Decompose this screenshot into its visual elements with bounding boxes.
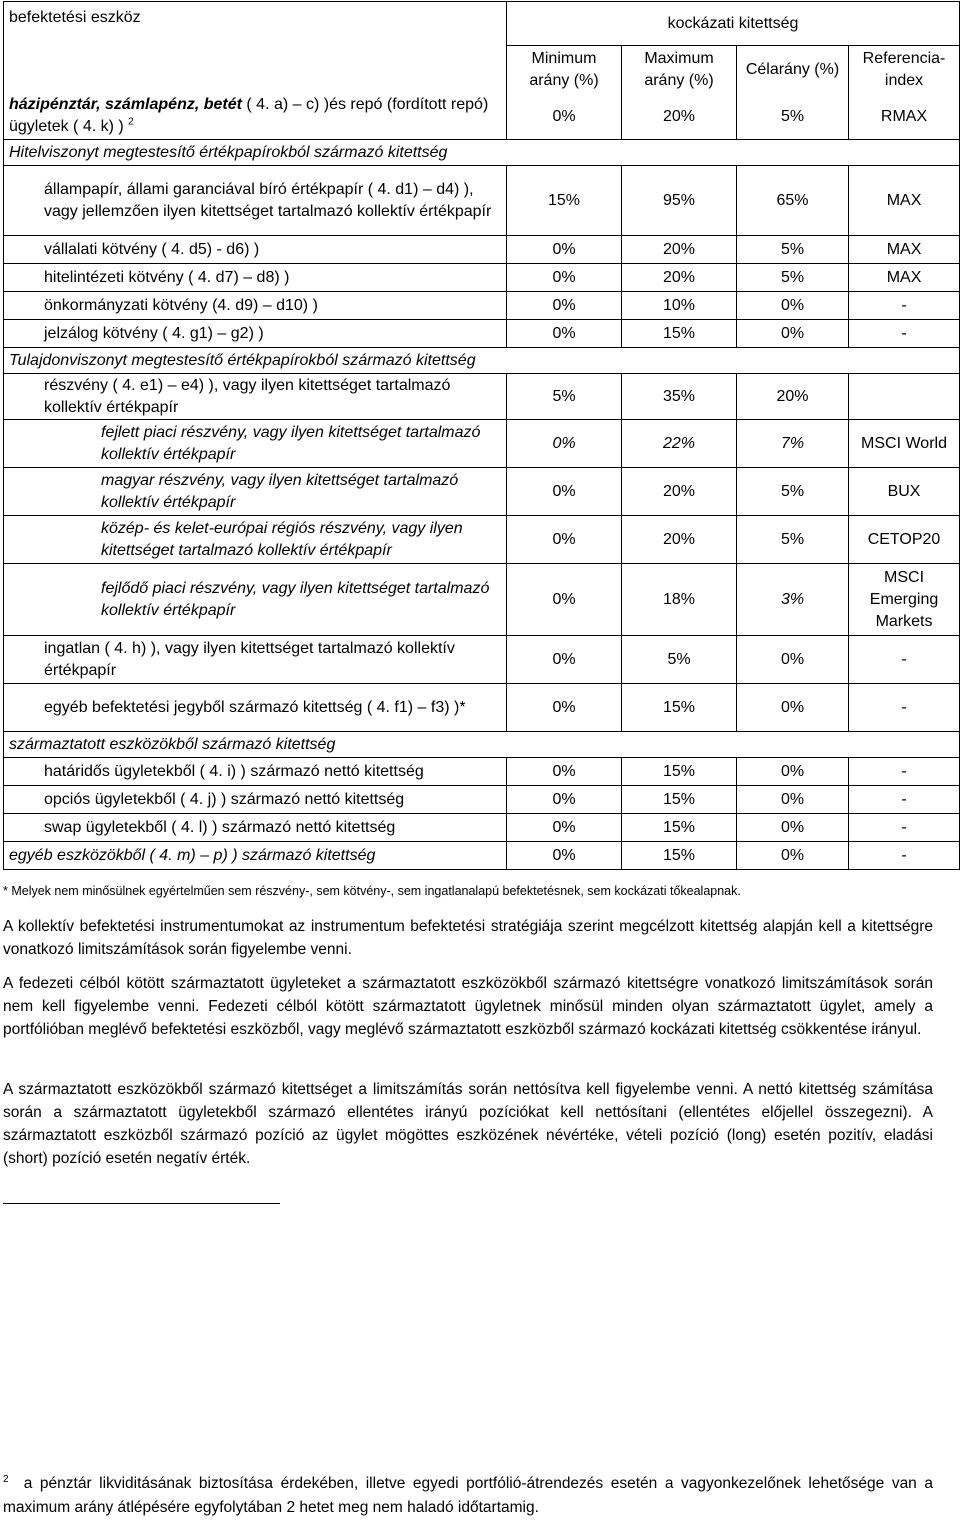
cell-target: 0% [737,684,849,732]
paragraph-3: A származtatott eszközökből származó kitettséget a limitszámítás során nettósítva kell figyelembe venni. A nettó kitettség számítása során a származtatott ügyletekből származó ellentétes irányú pozíciókat kell nettósítani (ellentétes előjellel összegezni). A származtatott eszközből származó pozíció az ügylet mögöttes eszközének névértéke, vételi pozíció (long) esetén pozitív, eladási (short) pozíció esetén negatív érték. [3,1081,933,1167]
cell-min: 0% [507,94,622,140]
footnote-2 [3,1472,933,1520]
header-target-ratio: Célarány (%) [737,46,849,94]
header-risk-exposure: kockázati kitettség [507,2,960,46]
cell-index: - [849,842,960,870]
cell-max: 15% [622,758,737,786]
cell-max: 15% [622,684,737,732]
cell-max: 10% [622,292,737,320]
row-label: egyéb eszközökből ( 4. m) – p) ) származó kitettség [4,842,507,870]
cell-max: 18% [622,564,737,636]
row-label: opciós ügyletekből ( 4. j) ) származó nettó kitettség [4,786,507,814]
cell-target: 20% [737,374,849,420]
cell-min: 0% [507,420,622,468]
cell-target: 5% [737,264,849,292]
cell-target: 0% [737,636,849,684]
row-label: jelzálog kötvény ( 4. g1) – g2) ) [4,320,507,348]
cell-index [849,374,960,420]
cell-min: 0% [507,236,622,264]
paragraph-1: A kollektív befektetési instrumentumokat az instrumentum befektetési stratégiája szerint megcélzott kitettség alapján kell a kitettségre vonatkozó limitszámítások során figyelembe venni. [3,918,933,958]
table-row [4,374,960,420]
cell-min: 0% [507,786,622,814]
cell-index: - [849,636,960,684]
row-label: részvény ( 4. e1) – e4) ), vagy ilyen kitettséget tartalmazó kollektív értékpapír [4,374,507,420]
table-row [4,264,960,292]
cell-max: 22% [622,420,737,468]
cell-min: 0% [507,814,622,842]
row-label: vállalati kötvény ( 4. d5) - d6) ) [4,236,507,264]
cell-index: BUX [849,468,960,516]
cell-target: 0% [737,292,849,320]
row-label: önkormányzati kötvény (4. d9) – d10) ) [4,292,507,320]
cell-index: - [849,684,960,732]
cell-index: - [849,786,960,814]
cell-min: 0% [507,292,622,320]
cell-min: 0% [507,564,622,636]
row-label: magyar részvény, vagy ilyen kitettséget tartalmazó kollektív értékpapír [4,468,507,516]
cell-index: - [849,292,960,320]
cell-min: 0% [507,842,622,870]
row-label: egyéb befektetési jegyből származó kitettség ( 4. f1) – f3) )* [4,684,507,732]
header-reference-index: Referencia-index [849,46,960,94]
cell-max: 95% [622,166,737,236]
header-max-ratio: Maximum arány (%) [622,46,737,94]
cell-index: - [849,758,960,786]
cell-max: 15% [622,842,737,870]
table-row [4,758,960,786]
row-label: swap ügyletekből ( 4. l) ) származó nettó kitettség [4,814,507,842]
cell-index: MSCI Emerging Markets [849,564,960,636]
cell-max: 20% [622,516,737,564]
cell-target: 65% [737,166,849,236]
cell-target: 0% [737,758,849,786]
table-row [4,94,960,140]
header-instrument: befektetési eszköz [4,2,507,46]
cell-min: 0% [507,468,622,516]
footnote-separator [3,1203,280,1204]
investment-limits-table [3,1,960,870]
cell-min: 0% [507,636,622,684]
table-row [4,814,960,842]
cell-min: 0% [507,320,622,348]
table-row [4,292,960,320]
table-row [4,786,960,814]
cell-max: 15% [622,320,737,348]
cell-target: 7% [737,420,849,468]
cell-target: 5% [737,516,849,564]
table-row [4,320,960,348]
row-label: határidős ügyletekből ( 4. i) ) származó nettó kitettség [4,758,507,786]
cell-index: MAX [849,236,960,264]
cell-index: RMAX [849,94,960,140]
cell-index: MAX [849,166,960,236]
section-debt-header: Hitelviszonyt megtestesítő értékpapírokból származó kitettség [4,140,507,166]
cell-min: 0% [507,264,622,292]
row-label: ingatlan ( 4. h) ), vagy ilyen kitettséget tartalmazó kollektív értékpapír [4,636,507,684]
cell-target: 0% [737,842,849,870]
table-row [4,236,960,264]
row-label: házipénztár, számlapénz, betét ( 4. a) – c) )és repó (fordított repó) ügyletek ( 4. k) ) $^2$ [4,94,507,140]
cell-min: 15% [507,166,622,236]
cell-target: 5% [737,468,849,516]
cell-target: 0% [737,320,849,348]
cell-max: 20% [622,468,737,516]
row-label: állampapír, állami garanciával bíró értékpapír ( 4. d1) – d4) ), vagy jellemzően ilyen kitettséget tartalmazó kollektív értékpapír [4,166,507,236]
cell-max: 20% [622,236,737,264]
cell-target: 0% [737,786,849,814]
cell-max: 20% [622,264,737,292]
section-equity-header: Tulajdonviszonyt megtestesítő értékpapírokból származó kitettség [4,348,622,374]
footnote-2-mark: 2 [3,1473,9,1485]
cell-target: 0% [737,814,849,842]
header-min-ratio: Minimum arány (%) [507,46,622,94]
row-label: fejlett piaci részvény, vagy ilyen kitettséget tartalmazó kollektív értékpapír [4,420,507,468]
table-row [4,842,960,870]
cell-min: 0% [507,684,622,732]
table-row [4,516,960,564]
cell-index: CETOP20 [849,516,960,564]
row-label: hitelintézeti kötvény ( 4. d7) – d8) ) [4,264,507,292]
table-row [4,166,960,236]
cell-max: 35% [622,374,737,420]
row-label: közép- és kelet-európai régiós részvény, vagy ilyen kitettséget tartalmazó kollektív értékpapír [4,516,507,564]
footnote-2-text: a pénztár likviditásának biztosítása érdekében, illetve egyedi portfólió-átrendezés esetén a vagyonkezelőnek lehetősége van a maximum arány átlépésére egyfolytában 2 hetet meg nem haladó időtartamig. [3,1475,933,1516]
cell-min: 0% [507,758,622,786]
table-row [4,636,960,684]
cell-max: 5% [622,636,737,684]
section-derivatives-header: származtatott eszközökből származó kitettség [4,732,507,758]
cell-max: 20% [622,94,737,140]
cell-max: 15% [622,814,737,842]
cell-index: - [849,320,960,348]
table-footnote: * Melyek nem minősülnek egyértelműen sem részvény-, sem kötvény-, sem ingatlanalapú befektetésnek, sem kockázati tőkealapnak. [3,884,741,898]
cell-max: 15% [622,786,737,814]
cell-target: 3% [737,564,849,636]
table-row [4,468,960,516]
cell-min: 5% [507,374,622,420]
paragraph-2: A fedezeti célból kötött származtatott ügyleteket a származtatott eszközökből származó kitettségre vonatkozó limitszámítások során nem kell figyelembe venni. Fedezeti célból kötött származtatott ügyletnek minősül minden olyan származtatott ügylet, amely a portfólióban meglévő befektetési eszközből, vagy meglévő származtatott eszközből származó kockázati kitettség csökkentése irányul. [3,975,933,1038]
cell-min: 0% [507,516,622,564]
table-row [4,564,960,636]
row-label: fejlődő piaci részvény, vagy ilyen kitettséget tartalmazó kollektív értékpapír [4,564,507,636]
table-row [4,420,960,468]
cell-index: MAX [849,264,960,292]
cell-index: - [849,814,960,842]
cell-index: MSCI World [849,420,960,468]
table-row [4,684,960,732]
cell-target: 5% [737,94,849,140]
cell-target: 5% [737,236,849,264]
